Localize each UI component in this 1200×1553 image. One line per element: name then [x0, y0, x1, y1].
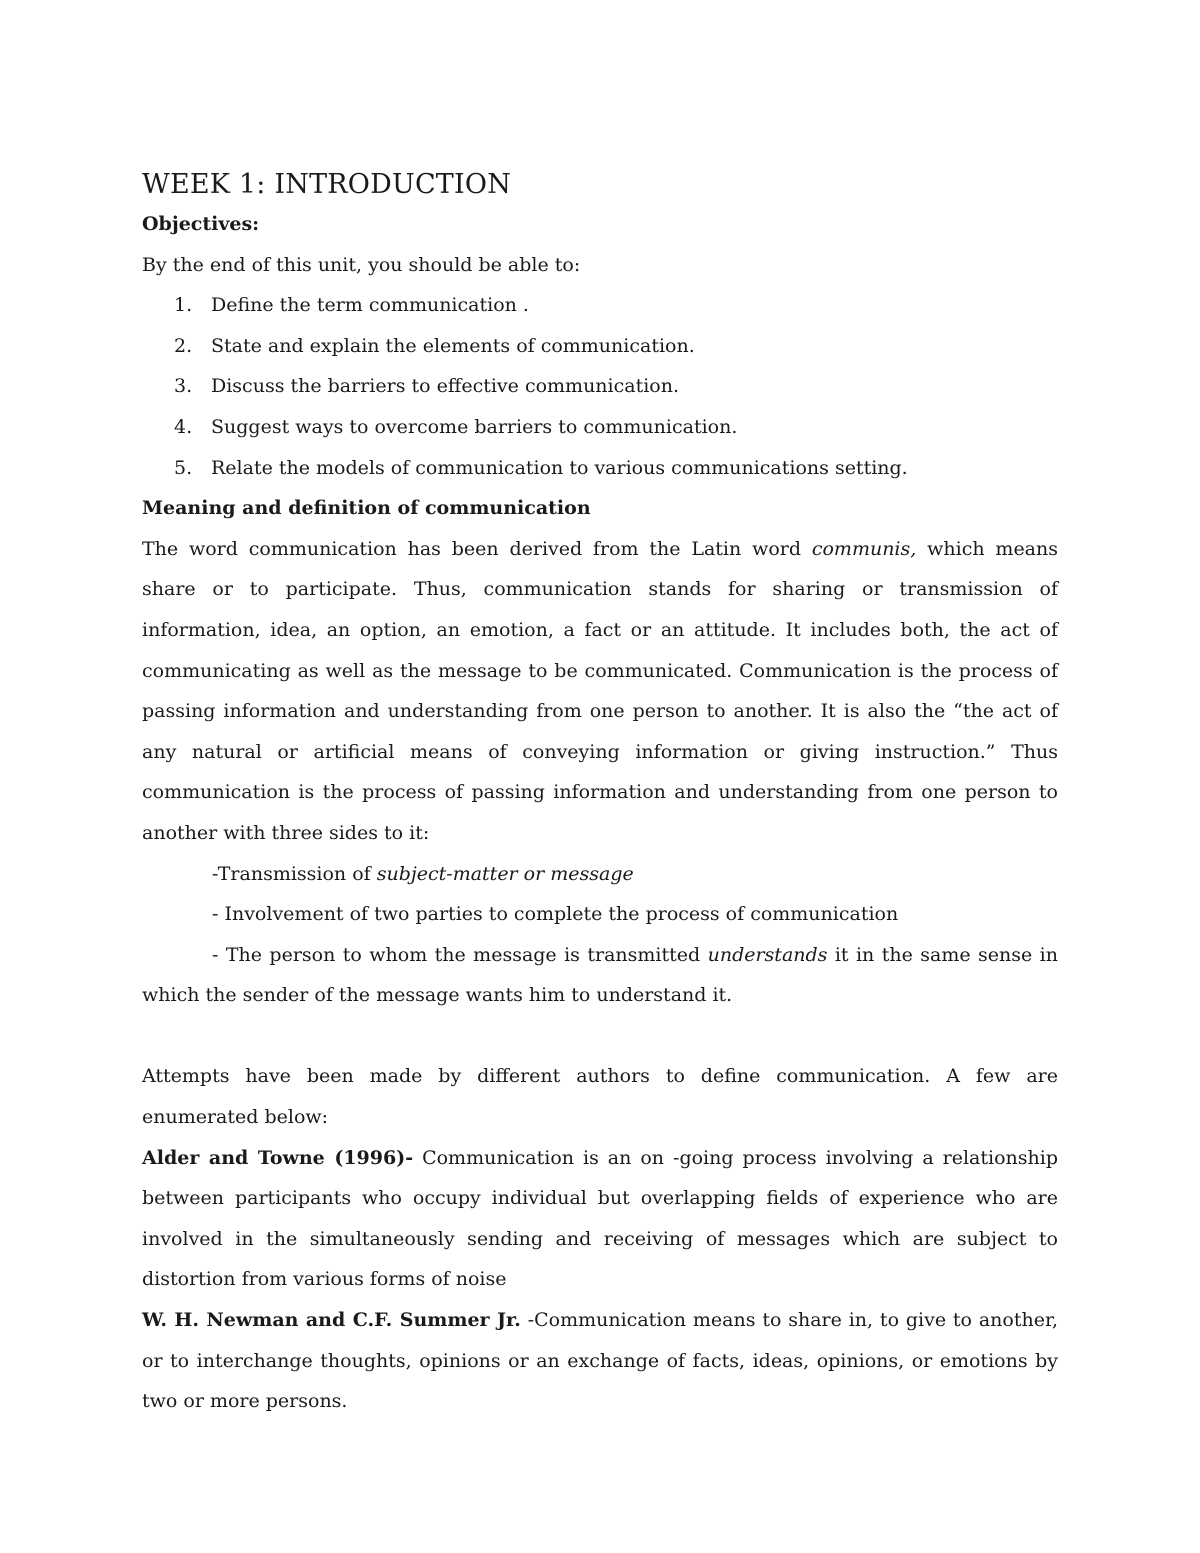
- side-point-3: [142, 935, 1058, 1016]
- point-emphasis: subject-matter or message: [376, 862, 634, 885]
- paragraph-spacer: [142, 1016, 1058, 1057]
- objective-text: Discuss the barriers to effective communication.: [211, 375, 680, 398]
- author-name: Alder and Towne (1996)-: [142, 1146, 414, 1169]
- document-body: [142, 166, 1058, 1422]
- definition-newman-summer: [142, 1300, 1058, 1422]
- objective-item: [142, 366, 1058, 407]
- point-emphasis: understands: [707, 943, 828, 966]
- objective-item: [142, 448, 1058, 489]
- objective-item: [142, 407, 1058, 448]
- latin-term: communis,: [811, 537, 917, 560]
- point-text: - The person to whom the message is transmitted: [212, 943, 708, 966]
- objective-text: State and explain the elements of communication.: [211, 334, 695, 357]
- paragraph-text: The word communication has been derived from the Latin word: [142, 537, 812, 560]
- objective-text: Define the term communication .: [211, 294, 529, 317]
- objective-number: 4.: [174, 415, 193, 438]
- objectives-intro: By the end of this unit, you should be able to:: [142, 253, 581, 276]
- objective-number: 1.: [174, 294, 193, 317]
- side-point-2: - Involvement of two parties to complete the process of communication: [212, 903, 899, 926]
- objective-item: [142, 326, 1058, 367]
- definition-alder-towne: [142, 1138, 1058, 1300]
- definition-text: -Communication means to share in, to give to another, or to interchange thoughts, opinions or an exchange of facts, ideas, opinions, or emotions by two or more persons.: [142, 1309, 1058, 1413]
- attempts-paragraph: Attempts have been made by different authors to define communication. A few are enumerated below:: [142, 1065, 1058, 1129]
- definition-text: Communication is an on -going process involving a relationship between participants who occupy individual but overlapping fields of experience who are involved in the simultaneously sending and receiving of messages which are subject to distortion from various forms of noise: [142, 1146, 1059, 1291]
- objectives-list: [142, 285, 1058, 488]
- side-point-1: [142, 854, 1058, 895]
- objectives-label: Objectives:: [142, 213, 260, 235]
- page-title: WEEK 1: INTRODUCTION: [142, 169, 512, 200]
- author-name: W. H. Newman and C.F. Summer Jr.: [142, 1309, 521, 1332]
- objective-item: [142, 285, 1058, 326]
- objective-number: 2.: [174, 334, 193, 357]
- objective-text: Suggest ways to overcome barriers to communication.: [211, 415, 738, 438]
- objective-text: Relate the models of communication to various communications setting.: [211, 456, 908, 479]
- point-text: it in the same sense in which the sender of the message wants him to understand it.: [142, 943, 1058, 1007]
- paragraph-text: which means share or to participate. Thus, communication stands for sharing or transmission of information, idea, an option, an emotion, a fact or an attitude. It includes both, the act of communicating as well as the message to be communicated. Communication is the process of passing information and understanding from one person to another. It is also the “the act of any natural or artificial means of conveying information or giving instruction.” Thus communication is the process of passing information and understanding from one person to another with three sides to it:: [142, 537, 1058, 844]
- definition-paragraph: [142, 529, 1058, 854]
- section-heading: Meaning and definition of communication: [142, 497, 591, 520]
- objective-number: 3.: [174, 375, 193, 398]
- point-text: -Transmission of: [212, 862, 377, 885]
- objective-number: 5.: [174, 456, 193, 479]
